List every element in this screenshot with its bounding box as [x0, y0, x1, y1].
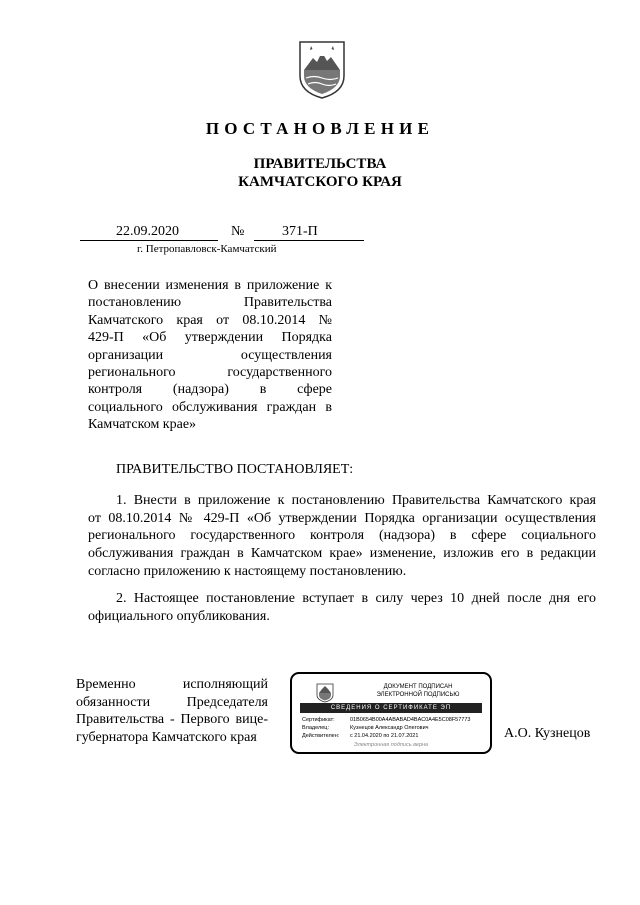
subject-line: О внесении изменения в приложение к: [88, 278, 332, 293]
stamp-owner-row: [302, 725, 429, 732]
validity-label: Действителен:: [302, 733, 340, 739]
kamchatka-coat-of-arms-icon: [296, 40, 348, 100]
signer-position-line: Правительства - Первого вице-: [76, 712, 268, 727]
subject-line: Камчатского края от 08.10.2014 №: [88, 312, 332, 328]
signer-position: [76, 676, 268, 746]
body-line: обслуживания граждан в Камчатском крае» изменение, изложив его в редакции: [88, 546, 596, 562]
e-signature-stamp: [290, 672, 492, 754]
document-number: 371-П: [282, 224, 318, 239]
stamp-footer: Электронная подпись верна: [353, 742, 429, 748]
kamchatka-coat-of-arms-small-icon: [316, 683, 334, 703]
document-date: 22.09.2020: [116, 224, 179, 239]
owner-value: Кузнецов Александр Олегович: [350, 725, 429, 731]
body-line: 2. Настоящее постановление вступает в силу через 10 дней после дня его: [116, 591, 596, 606]
body-line: официального опубликования.: [88, 608, 270, 624]
validity-value: с 21.04.2020 по 21.07.2021: [350, 733, 419, 739]
body-line: согласно приложению к настоящему постановлению.: [88, 563, 407, 579]
signer-position-line: обязанности Председателя: [76, 694, 268, 710]
subject-line: постановлению Правительства: [88, 295, 332, 311]
subject-line: социального обслуживания граждан в: [88, 399, 332, 415]
date-underline: [80, 240, 218, 241]
stamp-validity-row: [302, 733, 418, 740]
signer-position-line: Временно исполняющий: [76, 677, 268, 692]
city: г. Петропавловск-Камчатский: [137, 243, 277, 255]
certificate-value: 01B0654B00A4ABABAD4BAC0A4E5C08F57773: [350, 717, 471, 723]
signer-name: А.О. Кузнецов: [504, 726, 591, 741]
owner-label: Владелец:: [302, 725, 329, 731]
body-item-1: [88, 492, 596, 580]
body-line: 1. Внести в приложение к постановлению Правительства Камчатского края: [116, 493, 596, 508]
number-underline: [254, 240, 364, 241]
subject-line: 429-П «Об утверждении Порядка: [88, 330, 332, 346]
body-line: от 08.10.2014 № 429-П «Об утверждении Порядка организации осуществления: [88, 510, 596, 526]
number-sign: №: [231, 224, 245, 239]
subject-line: контроля (надзора) в сфере: [88, 382, 332, 398]
government-name-line1: ПРАВИТЕЛЬСТВА: [253, 156, 387, 172]
subject-line: Камчатском крае»: [88, 417, 197, 433]
subject-line: регионального государственного: [88, 364, 332, 380]
document-type-title: ПОСТАНОВЛЕНИЕ: [205, 119, 435, 138]
stamp-header-line1: ДОКУМЕНТ ПОДПИСАН: [383, 684, 453, 690]
stamp-bar-title: СВЕДЕНИЯ О СЕРТИФИКАТЕ ЭП: [300, 703, 482, 713]
stamp-certificate-row: [302, 717, 470, 724]
stamp-header-line2: ЭЛЕКТРОННОЙ ПОДПИСЬЮ: [376, 692, 460, 698]
resolves-heading: ПРАВИТЕЛЬСТВО ПОСТАНОВЛЯЕТ:: [116, 462, 354, 477]
body-line: регионального государственного контроля (надзора) в сфере социального: [88, 528, 596, 544]
certificate-label: Сертификат:: [302, 717, 335, 723]
subject-line: организации осуществления: [88, 347, 332, 363]
signer-position-line: губернатора Камчатского края: [76, 729, 257, 745]
government-name-line2: КАМЧАТСКОГО КРАЯ: [238, 174, 402, 190]
body-item-2: [88, 590, 596, 625]
document-subject: [88, 277, 332, 434]
